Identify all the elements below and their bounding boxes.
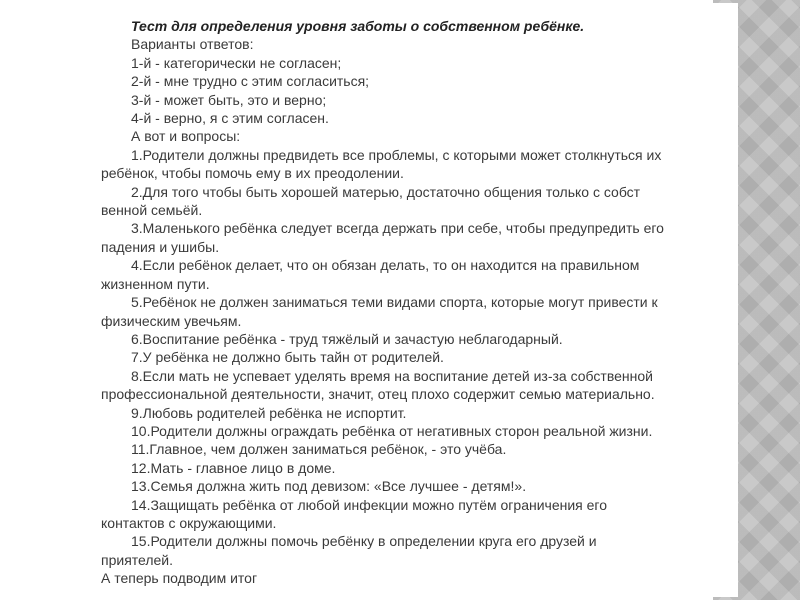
text-line: 2-й - мне трудно с этим согласиться; [131,73,370,90]
decorative-side-panel [738,0,800,600]
text-line: 8.Если мать не успевает уделять время на воспитание детей из-за собственной [131,367,653,384]
text-line: контактов с окружающими. [101,514,277,531]
slide-text-body [101,17,731,588]
text-line: 10.Родители должны ограждать ребёнка от негативных сторон реальной жизни. [131,422,653,439]
slide-title: Тест для определения уровня заботы о собственном ребёнке. [131,18,585,34]
text-line: 14.Защищать ребёнка от любой инфекции можно путём ограничения его [131,496,607,513]
text-line: падения и ушибы. [101,238,220,255]
slide-lines [101,35,731,587]
text-line: 2.Для того чтобы быть хорошей матерью, достаточно общения только с собст [131,183,641,200]
text-line: 9.Любовь родителей ребёнка не испортит. [131,404,407,421]
text-line: 3.Маленького ребёнка следует всегда держать при себе, чтобы предупредить его [131,220,664,237]
text-line: 15.Родители должны помочь ребёнку в определении круга его друзей и [131,533,597,550]
text-line: 5.Ребёнок не должен заниматься теми видами спорта, которые могут привести к [131,294,658,311]
text-line: 6.Воспитание ребёнка - труд тяжёлый и зачастую неблагодарный. [131,330,563,347]
text-line: 1-й - категорически не согласен; [131,54,342,71]
text-line: физическим увечьям. [101,312,242,329]
text-line: 13.Семья должна жить под девизом: «Все лучшее - детям!». [131,478,527,495]
text-line: профессиональной деятельности, значит, отец плохо содержит семью материально. [101,386,655,403]
text-line: 3-й - может быть, это и верно; [131,91,327,108]
text-line: 12.Мать - главное лицо в доме. [131,459,336,476]
decorative-top-strip [713,0,738,3]
text-line: венной семьёй. [101,202,203,219]
text-line: 4-й - верно, я с этим согласен. [131,110,329,127]
text-line: А теперь подводим итог [101,570,258,587]
text-line: 11.Главное, чем должен заниматься ребёнок, - это учёба. [131,441,507,458]
text-line: жизненном пути. [101,275,210,292]
text-line: 7.У ребёнка не должно быть тайн от родителей. [131,349,444,366]
text-line: 1.Родители должны предвидеть все проблемы, с которыми может столкнуться их [131,146,662,163]
text-line: приятелей. [101,551,174,568]
text-line: 4.Если ребёнок делает, что он обязан делать, то он находится на правильном [131,257,640,274]
text-line: А вот и вопросы: [131,128,241,145]
text-line: ребёнок, чтобы помочь ему в их преодолении. [101,165,404,182]
text-line: Варианты ответов: [131,36,254,53]
